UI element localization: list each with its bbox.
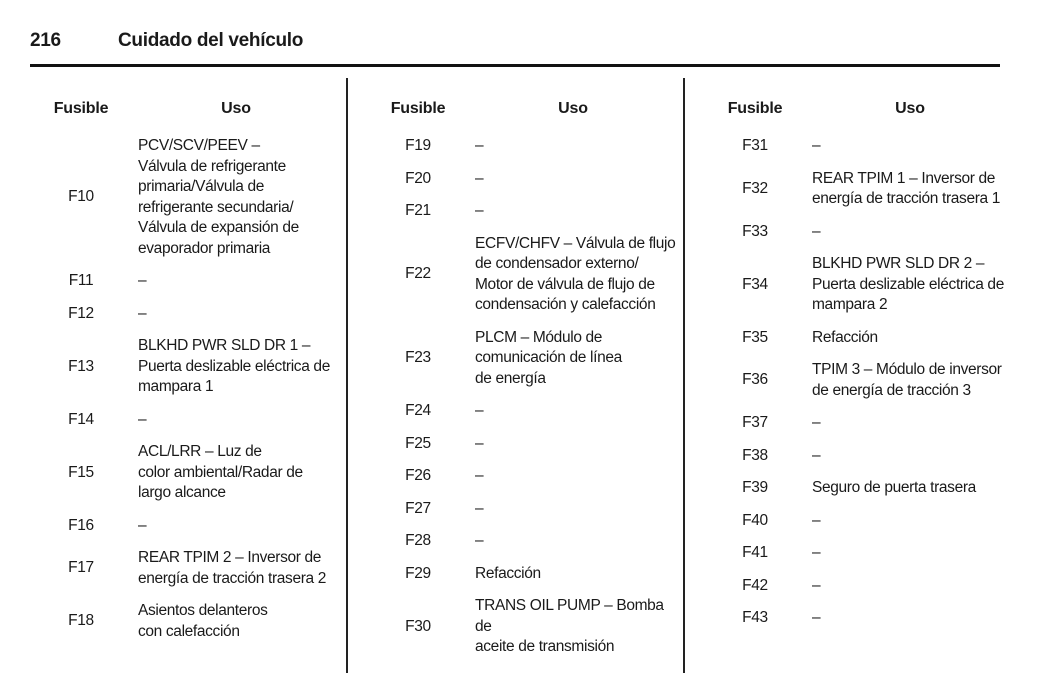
fuse-table-column-2 bbox=[367, 100, 677, 658]
column-divider bbox=[346, 78, 348, 673]
table-row bbox=[367, 531, 677, 552]
fuse-usage: REAR TPIM 1 – Inversor de energía de tracción trasera 1 bbox=[812, 169, 1001, 207]
table-row bbox=[30, 548, 340, 589]
header-uso: Uso bbox=[895, 100, 925, 117]
fuse-id: F34 bbox=[742, 275, 768, 293]
table-row bbox=[704, 543, 1014, 564]
table-row bbox=[367, 434, 677, 455]
fuse-id: F35 bbox=[742, 328, 768, 346]
fuse-id: F29 bbox=[405, 564, 431, 582]
table-header bbox=[30, 100, 340, 124]
column-divider bbox=[683, 78, 685, 673]
fuse-id: F10 bbox=[68, 188, 94, 206]
fuse-usage: – bbox=[475, 137, 484, 154]
fuse-id: F33 bbox=[742, 222, 768, 240]
table-row bbox=[367, 169, 677, 190]
header-fusible: Fusible bbox=[727, 100, 783, 117]
fuse-id: F26 bbox=[405, 467, 431, 484]
fuse-usage: – bbox=[475, 467, 484, 484]
table-row bbox=[367, 564, 677, 585]
table-row bbox=[367, 466, 677, 487]
fuse-usage: – bbox=[475, 202, 484, 219]
fuse-usage: TRANS OIL PUMP – Bomba de aceite de transmisión bbox=[475, 597, 664, 655]
fuse-id: F20 bbox=[405, 169, 431, 187]
table-row bbox=[30, 304, 340, 325]
header-fusible: Fusible bbox=[390, 100, 446, 117]
fuse-id: F15 bbox=[68, 463, 94, 481]
fuse-id: F25 bbox=[405, 434, 431, 452]
fuse-id: F38 bbox=[742, 446, 768, 464]
fuse-usage: ECFV/CHFV – Válvula de flujo de condensador externo/ Motor de válvula de flujo de condensación y calefacción bbox=[475, 234, 676, 313]
fuse-usage: ACL/LRR – Luz de color ambiental/Radar de largo alcance bbox=[138, 443, 303, 501]
table-row bbox=[30, 336, 340, 398]
table-row bbox=[30, 410, 340, 431]
fuse-id: F17 bbox=[68, 559, 94, 577]
table-row bbox=[30, 442, 340, 504]
fuse-usage: – bbox=[812, 137, 821, 154]
table-row bbox=[367, 201, 677, 222]
fuse-id: F36 bbox=[742, 371, 768, 389]
fuse-usage: – bbox=[812, 609, 821, 626]
table-row bbox=[704, 360, 1014, 401]
fuse-usage: Refacción bbox=[812, 328, 878, 346]
fuse-id: F18 bbox=[68, 612, 94, 630]
table-row bbox=[704, 511, 1014, 532]
table-row bbox=[704, 222, 1014, 243]
fuse-id: F39 bbox=[742, 479, 768, 496]
header-uso: Uso bbox=[221, 100, 251, 117]
table-row bbox=[704, 254, 1014, 316]
page-number: 216 bbox=[30, 30, 61, 51]
table-row bbox=[704, 328, 1014, 349]
table-row bbox=[367, 136, 677, 157]
fuse-id: F32 bbox=[742, 179, 768, 197]
fuse-id: F37 bbox=[742, 414, 768, 431]
fuse-table-column-1 bbox=[30, 100, 340, 642]
chapter-title: Cuidado del vehículo bbox=[118, 30, 304, 51]
fuse-id: F41 bbox=[742, 544, 768, 561]
fuse-usage: – bbox=[138, 516, 147, 534]
table-row bbox=[704, 413, 1014, 434]
table-row bbox=[704, 478, 1014, 499]
table-row bbox=[30, 601, 340, 642]
fuse-id: F12 bbox=[68, 304, 94, 322]
fuse-usage: TPIM 3 – Módulo de inversor de energía de tracción 3 bbox=[812, 361, 1002, 399]
fuse-id: F43 bbox=[742, 609, 768, 626]
fuse-id: F40 bbox=[742, 511, 768, 529]
table-row bbox=[704, 608, 1014, 629]
table-row bbox=[367, 401, 677, 422]
fuse-usage: BLKHD PWR SLD DR 2 – Puerta deslizable eléctrica de mampara 2 bbox=[812, 255, 1004, 313]
fuse-usage: – bbox=[138, 410, 147, 428]
table-header bbox=[367, 100, 677, 124]
fuse-id: F31 bbox=[742, 137, 768, 154]
fuse-usage: REAR TPIM 2 – Inversor de energía de tracción trasera 2 bbox=[138, 549, 327, 587]
table-row bbox=[704, 576, 1014, 597]
fuse-id: F27 bbox=[405, 499, 431, 517]
fuse-usage: – bbox=[475, 169, 484, 187]
table-row bbox=[367, 499, 677, 520]
fuse-id: F13 bbox=[68, 357, 94, 375]
table-row bbox=[30, 516, 340, 537]
fuse-usage: – bbox=[138, 272, 147, 289]
table-header bbox=[704, 100, 1014, 124]
table-row bbox=[704, 136, 1014, 157]
fuse-id: F21 bbox=[405, 202, 431, 219]
fuse-id: F30 bbox=[405, 617, 431, 635]
fuse-usage: – bbox=[812, 511, 821, 529]
table-row bbox=[704, 446, 1014, 467]
fuse-usage: – bbox=[812, 576, 821, 594]
fuse-usage: – bbox=[812, 222, 821, 240]
fuse-id: F22 bbox=[405, 265, 431, 283]
header-uso: Uso bbox=[558, 100, 588, 117]
table-row bbox=[367, 328, 677, 390]
page-header bbox=[30, 30, 1000, 67]
fuse-usage: – bbox=[138, 304, 147, 322]
fuse-usage: – bbox=[812, 446, 821, 464]
table-row bbox=[30, 136, 340, 259]
fuse-id: F42 bbox=[742, 576, 768, 594]
fuse-usage: – bbox=[475, 532, 484, 549]
fuse-usage: – bbox=[475, 499, 484, 517]
table-row bbox=[30, 271, 340, 292]
fuse-usage: – bbox=[812, 414, 821, 431]
fuse-id: F16 bbox=[68, 516, 94, 534]
fuse-id: F24 bbox=[405, 402, 431, 419]
fuse-id: F11 bbox=[68, 272, 94, 289]
fuse-usage: PCV/SCV/PEEV – Válvula de refrigerante primaria/Válvula de refrigerante secundaria/ Válvula de expansión de evaporador primaria bbox=[138, 137, 299, 257]
fuse-usage: – bbox=[475, 402, 484, 419]
fuse-usage: Asientos delanteros con calefacción bbox=[138, 602, 268, 640]
fuse-id: F23 bbox=[405, 349, 431, 366]
fuse-id: F28 bbox=[405, 532, 431, 549]
table-row bbox=[704, 169, 1014, 210]
fuse-usage: Refacción bbox=[475, 564, 541, 582]
fuse-usage: – bbox=[475, 434, 484, 452]
fuse-usage: PLCM – Módulo de comunicación de línea de energía bbox=[475, 328, 622, 387]
fuse-usage: Seguro de puerta trasera bbox=[812, 479, 976, 496]
table-row bbox=[367, 234, 677, 316]
table-row bbox=[367, 596, 677, 658]
fuse-usage: BLKHD PWR SLD DR 1 – Puerta deslizable eléctrica de mampara 1 bbox=[138, 337, 330, 395]
fuse-table-column-3 bbox=[704, 100, 1014, 629]
fuse-id: F19 bbox=[405, 137, 431, 154]
fuse-usage: – bbox=[812, 544, 821, 561]
header-fusible: Fusible bbox=[53, 100, 109, 117]
fuse-id: F14 bbox=[68, 410, 94, 428]
